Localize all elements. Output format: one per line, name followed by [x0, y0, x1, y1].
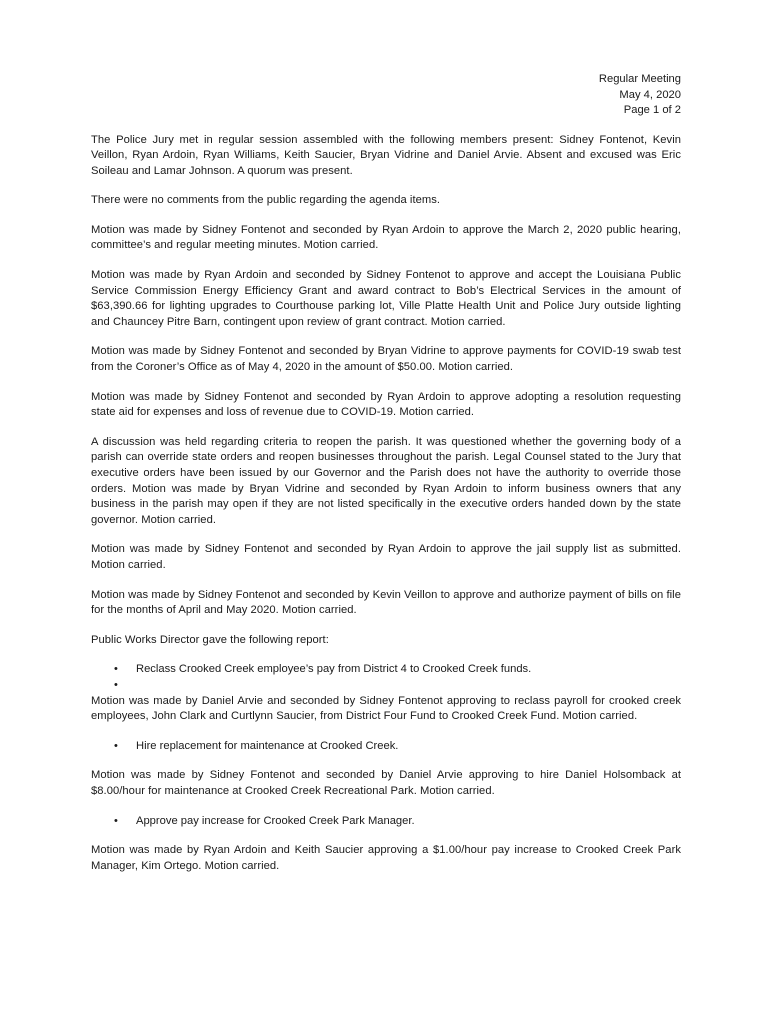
covid-swab-paragraph: Motion was made by Sidney Fontenot and seconded by Bryan Vidrine to approve payments for COVID-19 swab test from the Coroner’s Office as of May 4, 2020 in the amount of $50.00. Motion carried. [91, 345, 681, 374]
public-works-list-2 [91, 739, 681, 755]
bullet-icon: • [114, 739, 118, 752]
bullet-icon: • [114, 814, 118, 827]
bullet-icon: • [114, 663, 118, 676]
public-works-intro: Public Works Director gave the following report: [91, 633, 329, 646]
hire-motion-paragraph: Motion was made by Sidney Fontenot and seconded by Daniel Arvie approving to hire Daniel Holsomback at $8.00/hour for maintenance at Crooked Creek Recreational Park. Motion carried. [91, 769, 681, 797]
energy-grant-paragraph: Motion was made by Ryan Ardoin and seconded by Sidney Fontenot to approve and accept the Louisiana Public Service Commission Energy Efficiency Grant and award contract to Bob’s Electrical Services in the amount of $63,390.66 for lighting upgrades to Courthouse parking lot, Ville Platte Health Unit and Police Jury outside lighting and Chauncey Pitre Barn, contingent upon review of grant contract. Motion carried. [91, 269, 681, 328]
attendance-paragraph: The Police Jury met in regular session assembled with the following members present: Sidney Fontenot, Kevin Veillon, Ryan Ardoin, Ryan Williams, Keith Saucier, Bryan Vidrine and Daniel Arvie. Absent and excused was Eric Soileau and Lamar Johnson. A quorum was present. [91, 133, 681, 177]
document-page [91, 72, 681, 888]
reclass-motion-paragraph: Motion was made by Daniel Arvie and seconded by Sidney Fontenot approving to reclass payroll for crooked creek employees, John Clark and Curtlynn Saucier, from District Four Fund to Crooked Creek Fund. Motion carried. [91, 694, 681, 723]
meeting-date: May 4, 2020 [619, 88, 681, 101]
meeting-type: Regular Meeting [598, 73, 681, 85]
list-item [91, 678, 681, 694]
list-item-text: Hire replacement for maintenance at Crooked Creek. [136, 739, 399, 752]
public-works-list-1 [91, 662, 681, 693]
page-header [91, 72, 681, 119]
list-item [91, 814, 681, 830]
bullet-icon: • [114, 678, 118, 691]
list-item [91, 662, 681, 678]
list-item-text: Approve pay increase for Crooked Creek Park Manager. [136, 814, 415, 827]
jail-supply-paragraph: Motion was made by Sidney Fontenot and seconded by Ryan Ardoin to approve the jail supply list as submitted. Motion carried. [91, 543, 681, 571]
reopen-parish-paragraph: A discussion was held regarding criteria to reopen the parish. It was questioned whether the governing body of a parish can override state orders and reopen businesses throughout the parish. Legal Counsel stated to the Jury that executive orders have been issued by our Governor and the Parish does not have the authority to override those orders. Motion was made by Bryan Vidrine and seconded by Ryan Ardoin to inform business owners that any business in the parish may open if they are not listed specifically in the executive orders handed down by the state governor. Motion carried. [91, 435, 681, 526]
minutes-approval-paragraph: Motion was made by Sidney Fontenot and seconded by Ryan Ardoin to approve the March 2, 2020 public hearing, committee’s and regular meeting minutes. Motion carried. [91, 223, 681, 252]
list-item-text: Reclass Crooked Creek employee’s pay from District 4 to Crooked Creek funds. [136, 663, 532, 676]
pay-increase-motion-paragraph: Motion was made by Ryan Ardoin and Keith Saucier approving a $1.00/hour pay increase to Crooked Creek Park Manager, Kim Ortego. Motion carried. [91, 844, 681, 872]
public-works-list-3 [91, 814, 681, 830]
public-comments-paragraph: There were no comments from the public regarding the agenda items. [91, 194, 441, 207]
list-item [91, 739, 681, 755]
bills-payment-paragraph: Motion was made by Sidney Fontenot and seconded by Kevin Veillon to approve and authorize payment of bills on file for the months of April and May 2020. Motion carried. [91, 588, 681, 617]
state-aid-paragraph: Motion was made by Sidney Fontenot and seconded by Ryan Ardoin to approve adopting a resolution requesting state aid for expenses and loss of revenue due to COVID-19. Motion carried. [91, 390, 681, 419]
page-number: Page 1 of 2 [623, 104, 681, 116]
